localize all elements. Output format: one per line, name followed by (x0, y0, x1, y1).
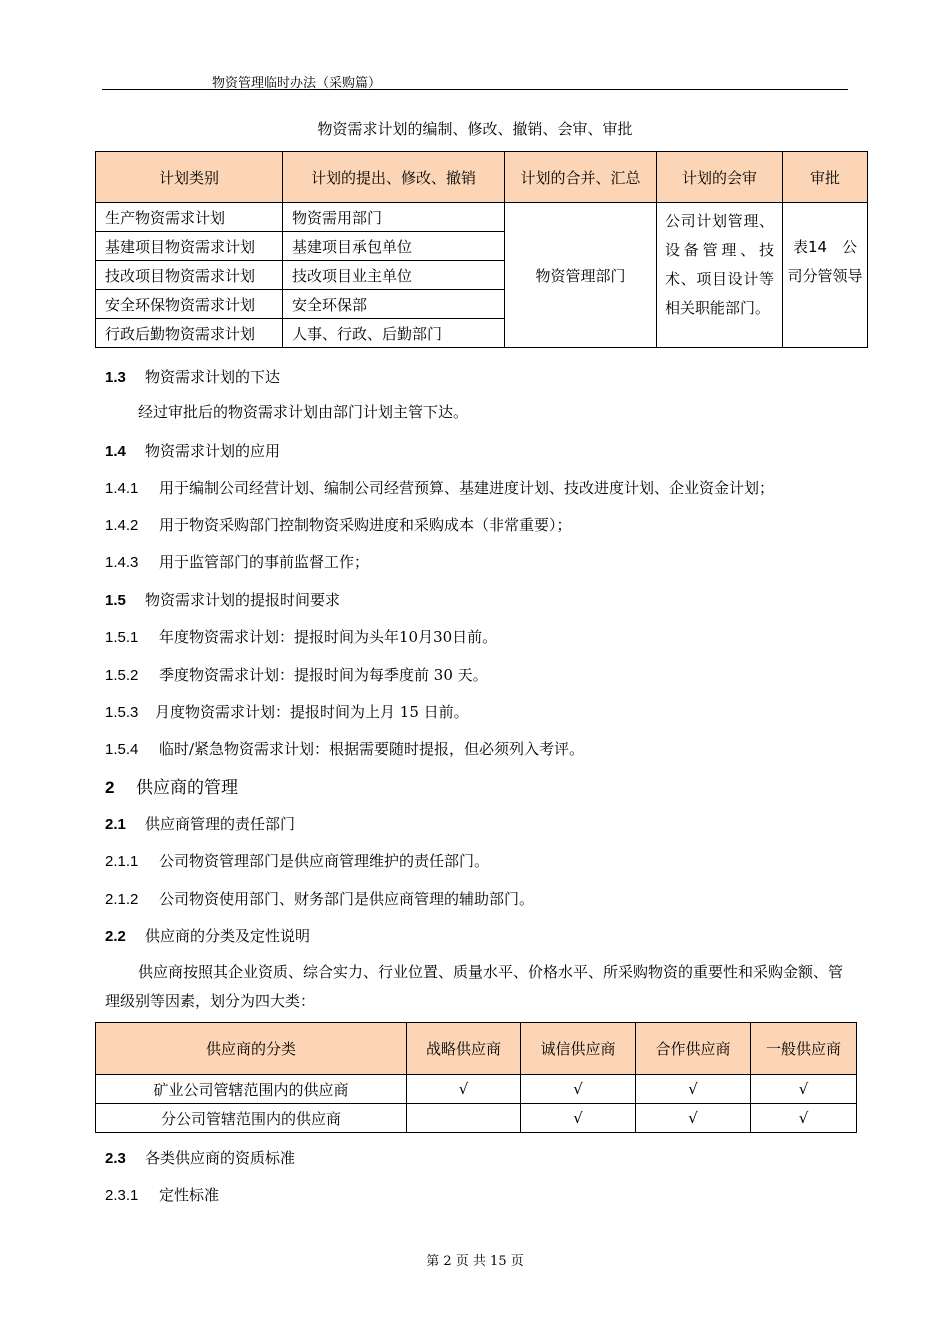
section-number: 2.1.2 (105, 891, 139, 908)
list-item (105, 701, 469, 722)
item-text: 公司物资使用部门、财务部门是供应商管理的辅助部门。 (159, 890, 535, 908)
table-cell: 安全环保物资需求计划 (96, 290, 283, 319)
section-number: 2.1 (105, 816, 126, 833)
item-text: 季度物资需求计划：提报时间为每季度前 30 天。 (159, 666, 488, 684)
table-cell: 分公司管辖范围内的供应商 (96, 1104, 407, 1133)
paragraph: 经过审批后的物资需求计划由部门计划主管下达。 (138, 403, 469, 421)
list-item (105, 477, 774, 498)
section-number: 1.4.2 (105, 517, 139, 534)
table-cell: 技改项目业主单位 (283, 261, 505, 290)
section-heading (105, 440, 280, 461)
list-item (105, 850, 489, 871)
table-cell: 物资需用部门 (283, 203, 505, 232)
section-number: 2.2 (105, 928, 126, 945)
list-item (105, 738, 584, 759)
item-text: 临时/紧急物资需求计划：根据需要随时提报，但必须列入考评。 (159, 740, 585, 758)
table-cell: 行政后勤物资需求计划 (96, 319, 283, 348)
merge-dept-cell: 物资管理部门 (505, 203, 657, 348)
table-header: 计划类别 (96, 152, 283, 203)
check-mark: √ (636, 1075, 751, 1104)
table-header: 诚信供应商 (521, 1023, 636, 1075)
check-mark: √ (751, 1075, 857, 1104)
section-heading (105, 813, 295, 834)
section-number: 1.3 (105, 369, 126, 386)
table-cell: 基建项目物资需求计划 (96, 232, 283, 261)
paragraph: 供应商按照其企业资质、综合实力、行业位置、质量水平、价格水平、所采购物资的重要性和采购金额、管理级别等因素，划分为四大类： (105, 963, 844, 1010)
item-text: 月度物资需求计划：提报时间为上月 15 日前。 (155, 703, 469, 721)
check-mark: √ (521, 1104, 636, 1133)
table-cell: 生产物资需求计划 (96, 203, 283, 232)
section-title: 物资需求计划的提报时间要求 (145, 591, 341, 609)
table-header: 审批 (783, 152, 868, 203)
review-dept-cell: 公司计划管理、设备管理、技术、项目设计等相关职能部门。 (657, 203, 783, 348)
item-text: 年度物资需求计划：提报时间为头年10月30日前。 (159, 628, 498, 646)
item-text: 用于物资采购部门控制物资采购进度和采购成本（非常重要）； (159, 516, 572, 534)
section-heading (105, 589, 340, 610)
table-header: 计划的合并、汇总 (505, 152, 657, 203)
item-text: 用于监管部门的事前监督工作； (159, 553, 370, 571)
check-mark (407, 1104, 521, 1133)
table-header: 计划的会审 (657, 152, 783, 203)
check-mark: √ (636, 1104, 751, 1133)
table-header: 一般供应商 (751, 1023, 857, 1075)
item-text: 定性标准 (159, 1186, 220, 1204)
table-cell: 人事、行政、后勤部门 (283, 319, 505, 348)
check-mark: √ (521, 1075, 636, 1104)
supplier-table-header-row (96, 1023, 857, 1075)
section-number: 1.5.2 (105, 667, 139, 684)
list-item (105, 626, 497, 647)
document-header: 物资管理临时办法（采购篇） (212, 76, 382, 91)
chapter-heading (105, 773, 238, 798)
section-number: 1.4 (105, 443, 126, 460)
section-heading (105, 366, 280, 387)
table-header: 供应商的分类 (96, 1023, 407, 1075)
section-title: 供应商管理的责任部门 (145, 815, 296, 833)
section-number: 1.4.3 (105, 554, 139, 571)
check-mark: √ (407, 1075, 521, 1104)
section-number: 1.5.3 (105, 704, 139, 721)
chapter-title: 供应商的管理 (136, 778, 238, 798)
list-item (105, 514, 572, 535)
section-heading (105, 925, 310, 946)
item-text: 公司物资管理部门是供应商管理维护的责任部门。 (159, 852, 490, 870)
table-cell: 安全环保部 (283, 290, 505, 319)
list-item (105, 551, 369, 572)
page-footer: 第 2 页 共 15 页 (426, 1254, 524, 1269)
section-number: 1.4.1 (105, 480, 139, 497)
section-number: 1.5.1 (105, 629, 139, 646)
supplier-table (95, 1022, 857, 1133)
section-number: 2.1.1 (105, 853, 139, 870)
section-number: 1.5 (105, 592, 126, 609)
table1-caption: 物资需求计划的编制、修改、撤销、会审、审批 (317, 120, 633, 138)
item-text: 用于编制公司经营计划、编制公司经营预算、基建进度计划、技改进度计划、企业资金计划； (159, 479, 775, 497)
table-row (96, 1104, 857, 1133)
section-number: 1.5.4 (105, 741, 139, 758)
section-title: 供应商的分类及定性说明 (145, 927, 311, 945)
table-header: 合作供应商 (636, 1023, 751, 1075)
section-number: 2 (105, 778, 115, 797)
table-row (96, 1075, 857, 1104)
list-item (105, 888, 534, 909)
section-title: 物资需求计划的应用 (145, 442, 281, 460)
table-header: 战略供应商 (407, 1023, 521, 1075)
section-number: 2.3.1 (105, 1187, 139, 1204)
table-header: 计划的提出、修改、撤销 (283, 152, 505, 203)
table-cell: 技改项目物资需求计划 (96, 261, 283, 290)
list-item (105, 664, 488, 685)
section-number: 2.3 (105, 1150, 126, 1167)
section-title: 物资需求计划的下达 (145, 368, 281, 386)
section-title: 各类供应商的资质标准 (145, 1149, 296, 1167)
list-item (105, 1184, 219, 1205)
approval-cell: 表14 公司分管领导 (783, 203, 868, 348)
table-cell: 矿业公司管辖范围内的供应商 (96, 1075, 407, 1104)
table-cell: 基建项目承包单位 (283, 232, 505, 261)
section-heading (105, 1147, 295, 1168)
check-mark: √ (751, 1104, 857, 1133)
